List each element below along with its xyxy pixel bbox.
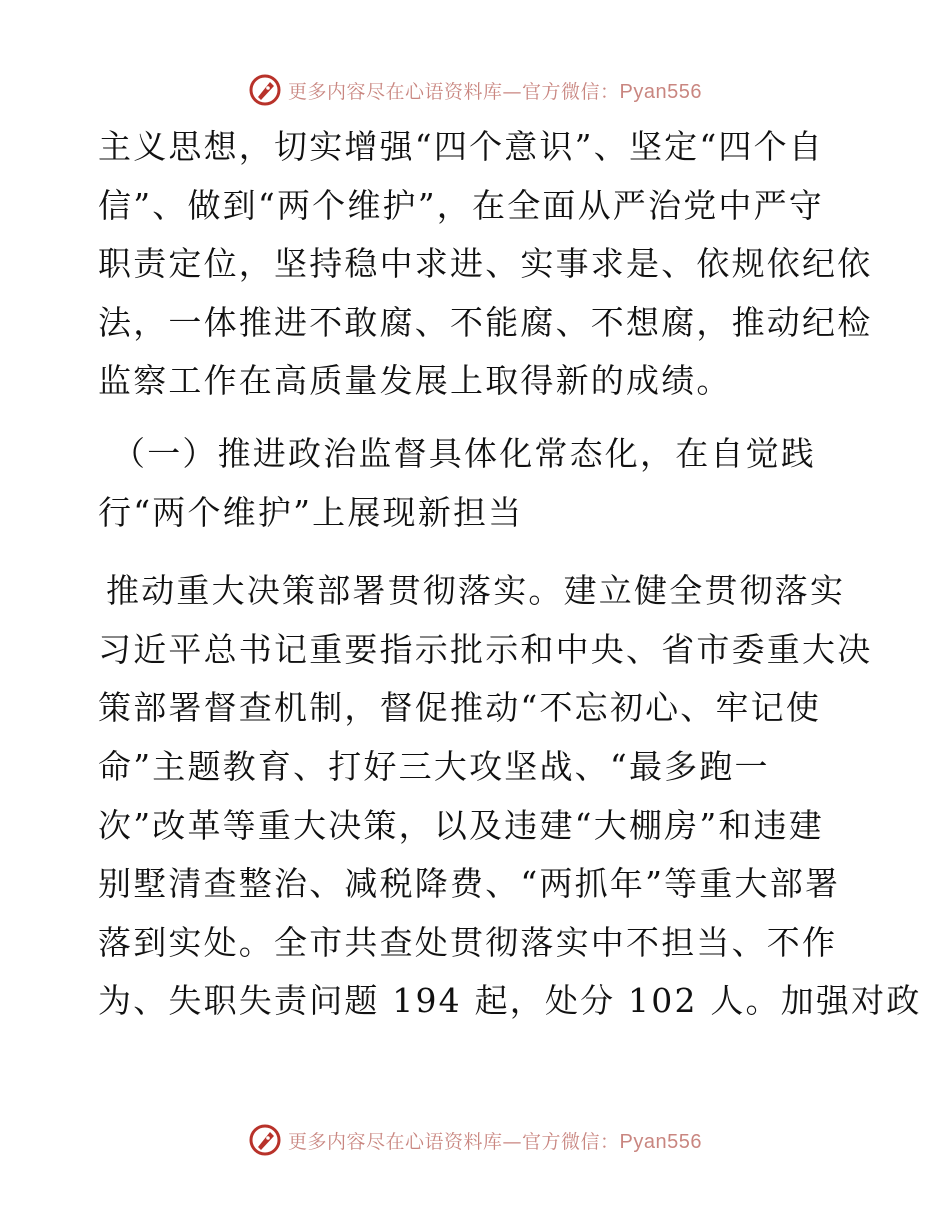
text-line: 命”主题教育、打好三大攻坚战、“最多跑一 (98, 746, 770, 786)
text-line: 别墅清查整治、减税降费、“两抓年”等重大部署 (98, 864, 841, 904)
heading-line: 行“两个维护”上展现新担当 (98, 492, 524, 532)
header-banner-id: Pyan556 (619, 80, 702, 103)
pen-nib-logo-icon (248, 73, 282, 107)
footer-banner-text (288, 1127, 702, 1154)
section-heading (98, 425, 858, 542)
text-line: 次”改革等重大决策，以及违建“大棚房”和违建 (98, 805, 825, 845)
footer-watermark-banner (0, 1120, 950, 1160)
header-banner-text (288, 77, 702, 104)
footer-banner-id: Pyan556 (619, 1130, 702, 1153)
heading-line: （一）推进政治监督具体化常态化，在自觉践 (112, 433, 816, 473)
text-line: 习近平总书记重要指示批示和中央、省市委重大决 (98, 629, 873, 669)
text-line: 主义思想，切实增强“四个意识”、坚定“四个自 (98, 127, 825, 166)
pen-nib-logo-icon (248, 1123, 282, 1157)
document-body (98, 118, 922, 1031)
text-line: 落到实处。全市共查处贯彻落实中不担当、不作 (98, 922, 838, 962)
header-banner-label: 更多内容尽在心语资料库—官方微信： (288, 80, 620, 103)
text-line: 推动重大决策部署贯彻落实。建立健全贯彻落实 (106, 571, 846, 611)
text-line: 信”、做到“两个维护”，在全面从严治党中严守 (98, 185, 825, 225)
text-line: 策部署督查机制，督促推动“不忘初心、牢记使 (98, 688, 822, 728)
text-line: 监察工作在高质量发展上取得新的成绩。 (98, 361, 732, 401)
text-line: 职责定位，坚持稳中求进、实事求是、依规依纪依 (98, 244, 873, 284)
text-line: 为、失职失责问题 194 起，处分 102 人。加强对政 (98, 981, 922, 1021)
footer-banner-label: 更多内容尽在心语资料库—官方微信： (288, 1130, 620, 1153)
paragraph-continuation (98, 118, 873, 411)
paragraph-body (98, 562, 922, 1031)
text-line: 法，一体推进不敢腐、不能腐、不想腐，推动纪检 (98, 302, 873, 342)
header-watermark-banner (0, 70, 950, 110)
